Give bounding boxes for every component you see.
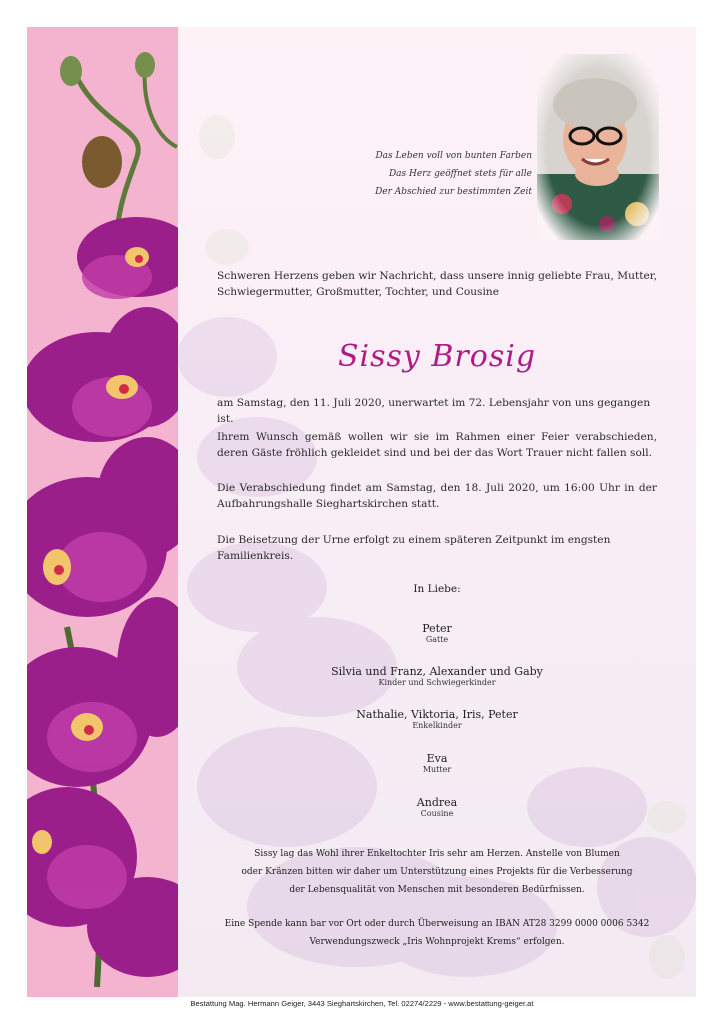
deceased-name: Sissy Brosig: [337, 339, 537, 374]
mourner-role: Kinder und Schwiegerkinder: [378, 678, 496, 687]
funeral-home-footer: Bestattung Mag. Hermann Geiger, 3443 Sieghartskirchen, Tel. 02274/2229 - www.bestattung-geiger.at: [190, 999, 534, 1008]
mourner-entry: [217, 622, 657, 644]
mourner-name: Nathalie, Viktoria, Iris, Peter: [356, 708, 518, 721]
donation-line-1: Eine Spende kann bar vor Ort oder durch Überweisung an IBAN AT28 3299 0000 0006 5342: [224, 919, 650, 929]
mourner-entry: [217, 665, 657, 687]
poem-line-2: Das Herz geöffnet stets für alle: [388, 169, 532, 179]
mourner-entry: [217, 796, 657, 818]
mourner-entry: [217, 752, 657, 774]
mourner-name: Andrea: [416, 796, 458, 809]
portrait-photo: [537, 54, 659, 240]
mourner-entry: [217, 708, 657, 730]
orchid-illustration: [27, 27, 178, 997]
mourner-name: Peter: [422, 622, 452, 635]
farewell-text: Die Verabschiedung findet am Samstag, den 18. Juli 2020, um 16:00 Uhr in der Aufbahrungshalle Sieghartskirchen statt.: [217, 482, 657, 510]
mourner-role: Enkelkinder: [412, 721, 462, 730]
in-love-heading: In Liebe:: [413, 583, 461, 595]
donation-line-2: Verwendungszweck „Iris Wohnprojekt Krems“ erfolgen.: [309, 937, 565, 947]
donation-note: [217, 915, 657, 951]
wish-text: Ihrem Wunsch gemäß wollen wir sie im Rahmen einer Feier verabschieden, deren Gäste fröhlich gekleidet sind und bei der das Wort Trauer nicht fallen soll.: [217, 431, 657, 459]
mourner-name: Silvia und Franz, Alexander und Gaby: [331, 665, 543, 678]
charity-note: [217, 845, 657, 899]
death-notice: am Samstag, den 11. Juli 2020, unerwartet im 72. Lebensjahr von uns gegangen ist.: [217, 397, 651, 425]
intro-text: Schweren Herzens geben wir Nachricht, dass unsere innig geliebte Frau, Mutter, Schwiegermutter, Großmutter, Tochter, und Cousine: [217, 270, 657, 298]
mourner-role: Cousine: [420, 809, 454, 818]
charity-line-3: der Lebensqualität von Menschen mit besonderen Bedürfnissen.: [289, 885, 585, 895]
burial-text: Die Beisetzung der Urne erfolgt zu einem späteren Zeitpunkt im engsten Familienkreis.: [217, 534, 611, 562]
orchid-panel-image: [27, 27, 178, 997]
charity-line-2: oder Kränzen bitten wir daher um Unterstützung eines Projekts für die Verbesserung: [241, 867, 633, 877]
poem-line-3: Der Abschied zur bestimmten Zeit: [375, 187, 532, 197]
mourner-role: Gatte: [425, 635, 449, 644]
mourner-name: Eva: [426, 752, 448, 765]
charity-line-1: Sissy lag das Wohl ihrer Enkeltochter Iris sehr am Herzen. Anstelle von Blumen: [254, 849, 620, 859]
mourner-role: Mutter: [422, 765, 452, 774]
poem-line-1: Das Leben voll von bunten Farben: [375, 151, 532, 161]
obituary-card: [27, 27, 696, 997]
poem: [272, 147, 532, 201]
